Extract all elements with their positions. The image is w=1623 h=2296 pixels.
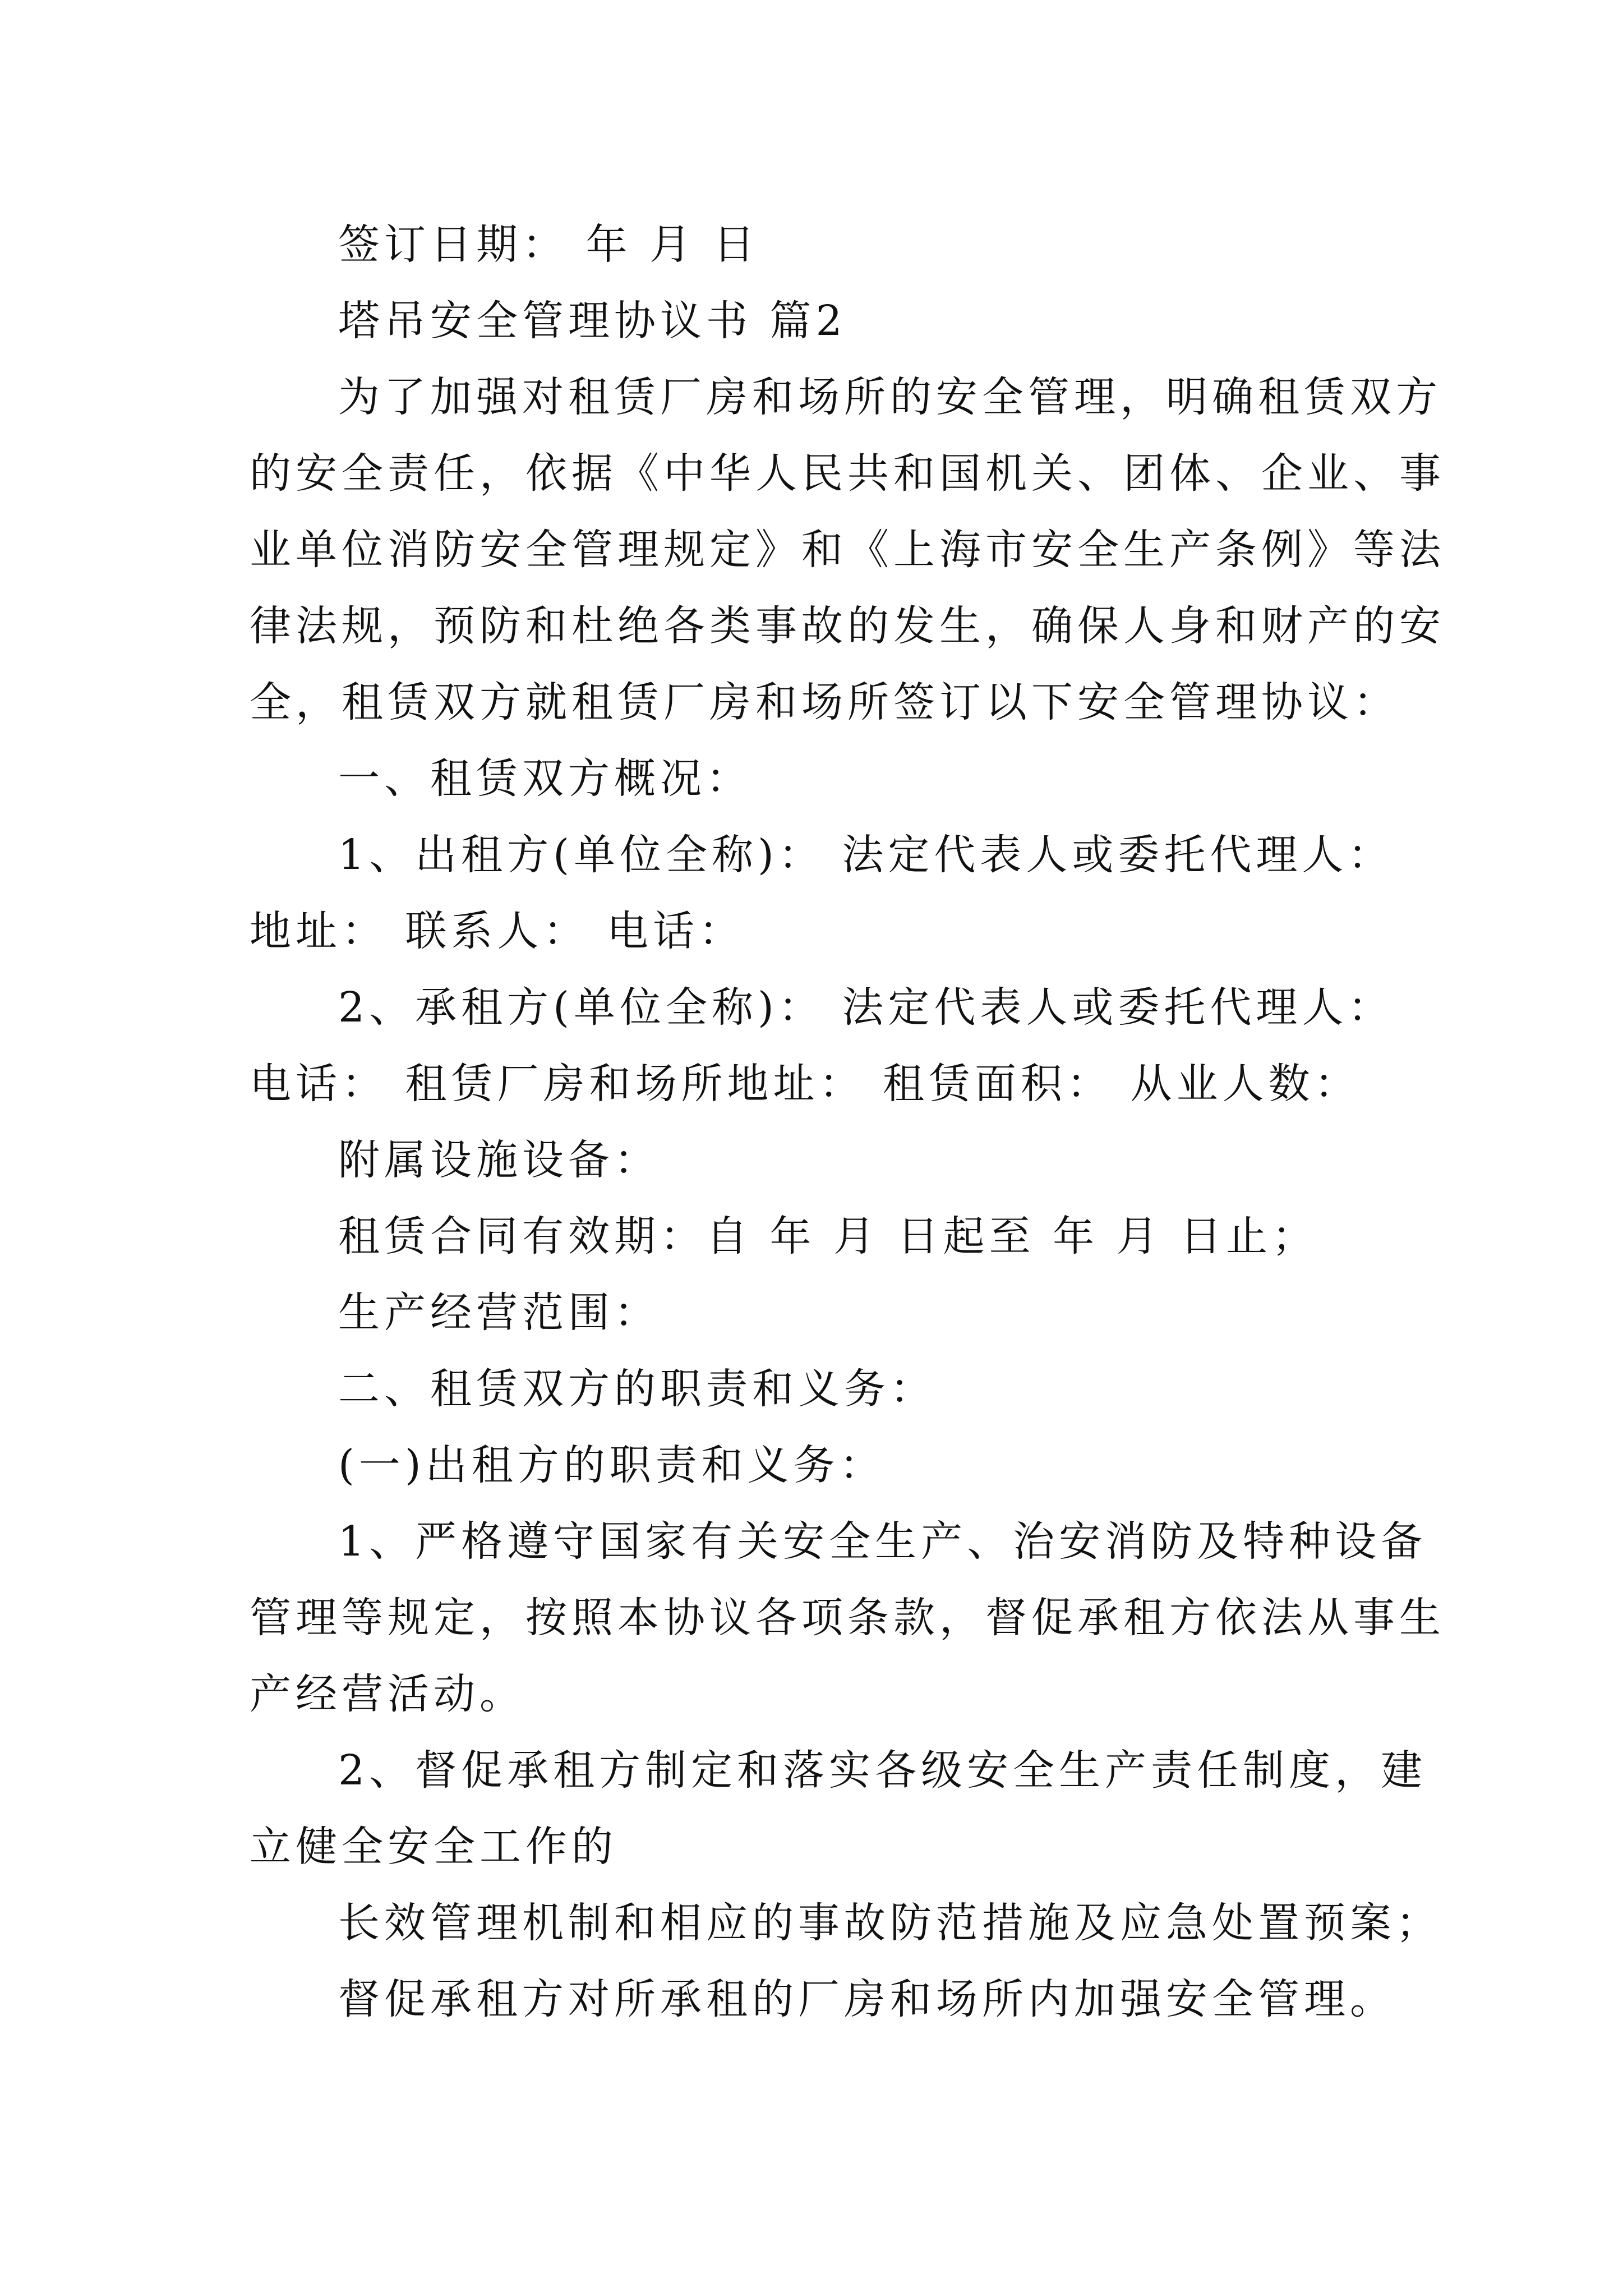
paragraph-line: 2、督促承租方制定和落实各级安全生产责任制度，建 xyxy=(338,1746,1427,1795)
paragraph-line: 地址： 联系人： 电话： xyxy=(250,907,745,955)
heading-line: 一、租赁双方概况： xyxy=(338,754,752,803)
paragraph-line: 1、严格遵守国家有关安全生产、治安消防及特种设备 xyxy=(338,1517,1427,1566)
paragraph-line: 附属设施设备： xyxy=(338,1136,660,1184)
paragraph-line: 业单位消防安全管理规定》和《上海市安全生产条例》等法 xyxy=(250,526,1445,574)
paragraph-line: 立健全安全工作的 xyxy=(250,1823,617,1871)
paragraph-line: 租赁合同有效期：自 年 月 日起至 年 月 日止； xyxy=(338,1212,1318,1260)
paragraph-line: 2、承租方(单位全称)： 法定代表人或委托代理人： xyxy=(338,983,1394,1032)
paragraph-line: 管理等规定，按照本协议各项条款，督促承租方依法从事生 xyxy=(250,1594,1445,1642)
paragraph-line: 电话： 租赁厂房和场所地址： 租赁面积： 从业人数： xyxy=(250,1060,1361,1108)
heading-line: (一)出租方的职责和义务： xyxy=(338,1441,886,1489)
paragraph-line: 生产经营范围： xyxy=(338,1289,660,1337)
paragraph-line: 的安全责任，依据《中华人民共和国机关、团体、企业、事 xyxy=(250,449,1445,498)
paragraph-line: 长效管理机制和相应的事故防范措施及应急处置预案； xyxy=(338,1899,1442,1947)
section-title: 塔吊安全管理协议书 篇2 xyxy=(338,297,847,345)
paragraph-line: 产经营活动。 xyxy=(250,1670,525,1718)
paragraph-line: 1、出租方(单位全称)： 法定代表人或委托代理人： xyxy=(338,831,1394,879)
paragraph-line: 律法规，预防和杜绝各类事故的发生，确保人身和财产的安 xyxy=(250,602,1445,650)
heading-line: 二、租赁双方的职责和义务： xyxy=(338,1365,936,1413)
paragraph-line: 为了加强对租赁厂房和场所的安全管理，明确租赁双方 xyxy=(338,373,1442,421)
paragraph-line: 全，租赁双方就租赁厂房和场所签订以下安全管理协议： xyxy=(250,678,1399,726)
signing-date-line: 签订日期： 年 月 日 xyxy=(338,220,759,269)
paragraph-line: 督促承租方对所承租的厂房和场所内加强安全管理。 xyxy=(338,1975,1396,2023)
